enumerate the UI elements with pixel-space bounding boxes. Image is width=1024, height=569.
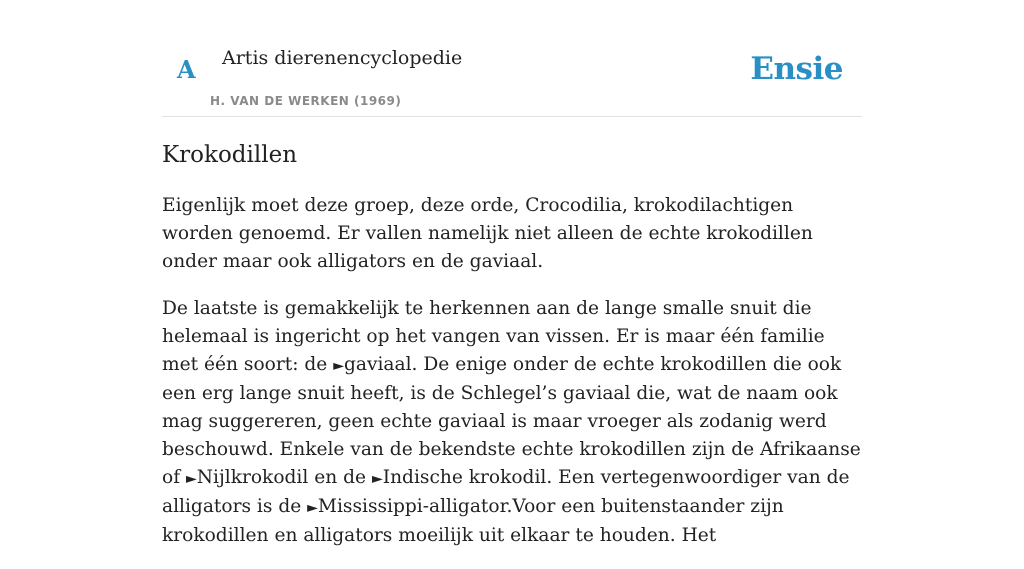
source-author: H. VAN DE WERKEN (1969) [210, 94, 402, 108]
paragraph-text: .Voor een buitenstaander zijn krokodillen en alligators moeilijk uit elkaar te houden. Het [162, 496, 784, 546]
link-nijlkrokodil[interactable]: Nijlkrokodil [196, 467, 309, 488]
source-title[interactable]: Artis dierenencyclopedie [222, 47, 463, 69]
brand-logo[interactable]: Ensie [750, 51, 843, 87]
article-page [162, 0, 862, 546]
article-title: Krokodillen [162, 142, 298, 168]
paragraph-text: De laatste is gemakkelijk te herkennen aan de lange smalle snuit die helemaal is ingericht op het vangen van vissen. Er is maar één familie met één soort: de [162, 298, 825, 375]
link-mississippi-alligator[interactable]: Mississippi-alligator [317, 496, 507, 517]
cross-reference-arrow-icon: ► [186, 471, 197, 487]
source-logo-letter[interactable]: A [177, 55, 196, 84]
article-body [162, 192, 862, 569]
source-header [162, 0, 862, 117]
paragraph-text: . Een vertegenwoordiger van de alligators is de [162, 467, 850, 517]
paragraph-text: en de [308, 467, 372, 488]
cross-reference-arrow-icon: ► [371, 471, 383, 487]
cross-reference-arrow-icon: ► [307, 500, 318, 516]
paragraph-2 [162, 295, 862, 550]
paragraph-text: . De enige onder de echte krokodillen die ook een erg lange snuit heeft, is de Schlegel’s gaviaal die, wat de naam ook mag suggereren, geen echte gaviaal is maar vroeger als zodanig werd beschouwd. Enkele van de bekendste echte krokodillen zijn de Afrikaanse of [162, 354, 861, 488]
link-indische-krokodil[interactable]: Indische krokodil [382, 467, 547, 488]
paragraph-1: Eigenlijk moet deze groep, deze orde, Crocodilia, krokodilachtigen worden genoemd. Er vallen namelijk niet alleen de echte krokodillen onder maar ook alligators en de gaviaal. [162, 195, 813, 272]
cross-reference-arrow-icon: ► [333, 358, 344, 374]
link-gaviaal[interactable]: gaviaal [343, 354, 412, 375]
